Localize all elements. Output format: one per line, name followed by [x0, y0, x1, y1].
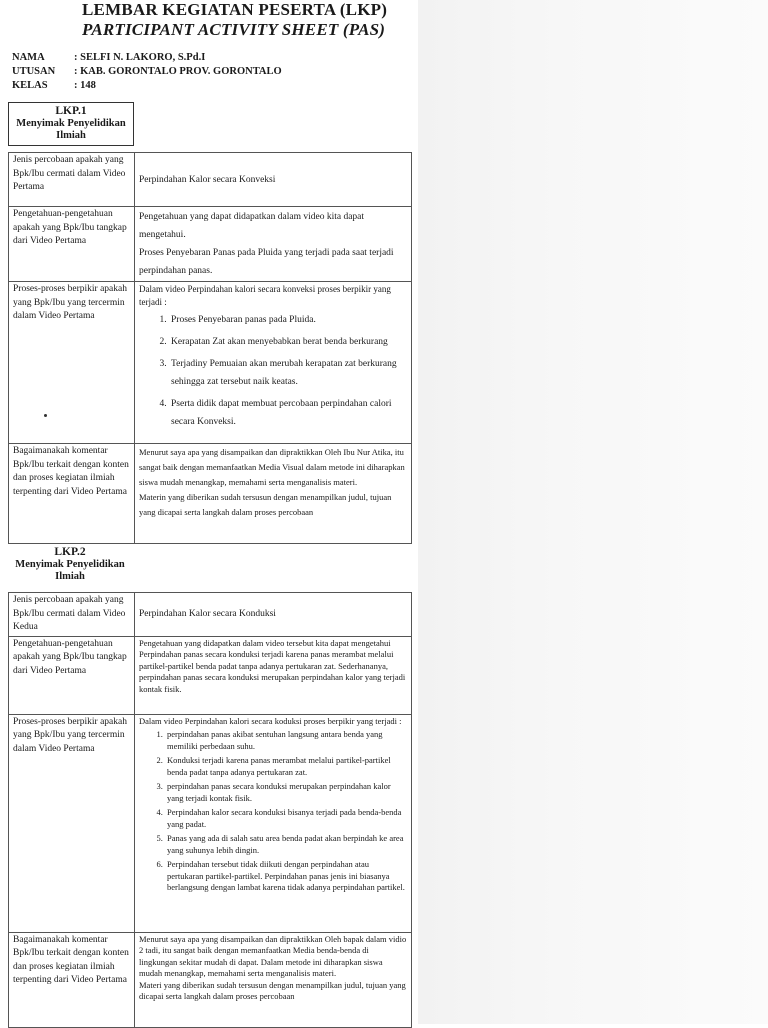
answer-cell [135, 714, 412, 932]
question-cell: Proses-proses berpikir apakah yang Bpk/Ibu yang tercermin dalam Video Pertama [9, 282, 135, 444]
lkp2-label-box [8, 544, 132, 586]
question-cell: Bagaimanakah komentar Bpk/Ibu terkait dengan konten dan proses kegiatan ilmiah terpenting dari Video Pertama [9, 932, 135, 1027]
question-cell: Pengetahuan-pengetahuan apakah yang Bpk/Ibu tangkap dari Video Pertama [9, 636, 135, 714]
process-list [139, 311, 407, 431]
answer-cell: Perpindahan Kalor secara Konduksi [135, 593, 412, 637]
page-shadow [418, 0, 768, 1024]
lkp1-label-box [8, 102, 134, 146]
lkp2-label-line2: Ilmiah [55, 571, 85, 582]
answer-paragraph: Materi yang diberikan sudah tersusun dengan menampilkan judul, tujuan yang dicapai serta langkah dalam proses percobaan [139, 979, 406, 1001]
identity-row-utusan [12, 65, 282, 79]
identity-row-kelas [12, 79, 282, 93]
answer-paragraph: Pengetahuan yang dapat didapatkan dalam video kita dapat mengetahui. [139, 212, 365, 240]
table-row [9, 153, 412, 207]
lkp2-code: LKP.2 [54, 546, 86, 558]
list-item: 5. Panas yang ada di salah satu area benda padat akan berpindah ke area yang suhunya lebih dingin. [165, 833, 407, 856]
stray-mark [44, 414, 47, 417]
list-item: 2. Kerapatan Zat akan menyebabkan berat benda berkurang [169, 333, 407, 351]
table-row [9, 714, 412, 932]
question-cell: Bagaimanakah komentar Bpk/Ibu terkait dengan konten dan proses kegiatan ilmiah terpenting dari Video Pertama [9, 444, 135, 544]
question-cell: Jenis percobaan apakah yang Bpk/Ibu cermati dalam Video Kedua [9, 593, 135, 637]
answer-cell [135, 282, 412, 444]
question-cell: Jenis percobaan apakah yang Bpk/Ibu cermati dalam Video Pertama [9, 153, 135, 207]
list-item: 1. perpindahan panas akibat sentuhan langsung antara benda yang memiliki perbedaan suhu. [165, 729, 407, 752]
list-item: 3. Terjadiny Pemuaian akan merubah kerapatan zat berkurang sehingga zat tersebut naik keatas. [169, 355, 407, 391]
participant-identity [12, 51, 282, 93]
identity-key: UTUSAN [12, 66, 56, 77]
answer-paragraph: Materin yang diberikan sudah tersusun dengan menampilkan judul, tujuan yang dicapai serta langkah dalam proses percobaan [139, 492, 392, 517]
identity-value: : SELFI N. LAKORO, S.Pd.I [74, 52, 206, 63]
page-subtitle: PARTICIPANT ACTIVITY SHEET (PAS) [82, 20, 386, 39]
answer-intro: Dalam video Perpindahan kalori secara konveksi proses berpikir yang terjadi : [139, 284, 391, 307]
answer-paragraph: Menurut saya apa yang disampaikan dan dipraktikkan Oleh bapak dalam vidio 2 tadi, itu sangat baik dengan memanfaatkan Media benda-benda di lingkungan sekitar mudah di dapat. Dalam metode ini diharapkan siswa mudah menangkap, memahami serta menganalisis materi. [139, 933, 407, 978]
lkp1-table [8, 152, 412, 544]
list-item: 1. Proses Penyebaran panas pada Pluida. [169, 311, 407, 329]
process-list [139, 729, 407, 894]
identity-value: : KAB. GORONTALO PROV. GORONTALO [74, 66, 282, 77]
answer-cell: Pengetahuan yang didapatkan dalam video tersebut kita dapat mengetahui Perpindahan panas secara konduksi terjadi karena panas merambat melalui partikel-partikel benda padat tanpa adanya pertukaran zat. Sederhananya, perpindahan panas secara konduksi merupakan perpindahan kalor yang terjadi kontak fisik. [135, 636, 412, 714]
answer-intro: Dalam video Perpindahan kalori secara koduksi proses berpikir yang terjadi : [139, 715, 402, 726]
identity-value: : 148 [74, 80, 96, 91]
lkp1-label-line1: Menyimak Penyelidikan [16, 118, 126, 129]
page-title: LEMBAR KEGIATAN PESERTA (LKP) [82, 0, 388, 19]
list-item: 4. Perpindahan kalor secara konduksi bisanya terjadi pada benda-benda yang padat. [165, 807, 407, 830]
identity-key: NAMA [12, 52, 45, 63]
lkp1-code: LKP.1 [55, 105, 87, 117]
table-row [9, 207, 412, 282]
list-item: 6. Perpindahan tersebut tidak diikuti dengan perpindahan atau pertukaran partikel-partikel. Perpindahan panas jenis ini biasanya berlangsung dengan lambat karena tidak adanya perpindahan partikel. [165, 859, 407, 894]
answer-cell: Perpindahan Kalor secara Konveksi [135, 153, 412, 207]
identity-row-nama [12, 51, 282, 65]
answer-paragraph: Menurut saya apa yang disampaikan dan dipraktikkan Oleh Ibu Nur Atika, itu sangat baik dengan memanfaatkan Media Visual dalam metode ini diharapkan siswa mudah menangkap, memahami serta menganalisis materi. [139, 447, 405, 487]
list-item: 2. Konduksi terjadi karena panas merambat melalui partikel-partikel benda padat tanpa adanya pertukaran zat. [165, 755, 407, 778]
table-row [9, 282, 412, 444]
list-item: 4. Pserta didik dapat membuat percobaan perpindahan calori secara Konveksi. [169, 395, 407, 431]
question-cell: Proses-proses berpikir apakah yang Bpk/Ibu yang tercermin dalam Video Pertama [9, 714, 135, 932]
table-row [9, 932, 412, 1027]
table-row [9, 444, 412, 544]
lkp1-label-line2: Ilmiah [56, 130, 86, 141]
answer-paragraph: Proses Penyebaran Panas pada Pluida yang terjadi pada saat terjadi perpindahan panas. [139, 248, 394, 276]
list-item: 3. perpindahan panas secara konduksi merupakan perpindahan kalor yang terjadi kontak fisik. [165, 781, 407, 804]
question-cell: Pengetahuan-pengetahuan apakah yang Bpk/Ibu tangkap dari Video Pertama [9, 207, 135, 282]
lkp2-label-line1: Menyimak Penyelidikan [15, 559, 125, 570]
answer-cell [135, 932, 412, 1027]
lkp2-table [8, 592, 412, 1028]
table-row [9, 636, 412, 714]
answer-cell [135, 444, 412, 544]
identity-key: KELAS [12, 80, 48, 91]
table-row [9, 593, 412, 637]
answer-cell [135, 207, 412, 282]
